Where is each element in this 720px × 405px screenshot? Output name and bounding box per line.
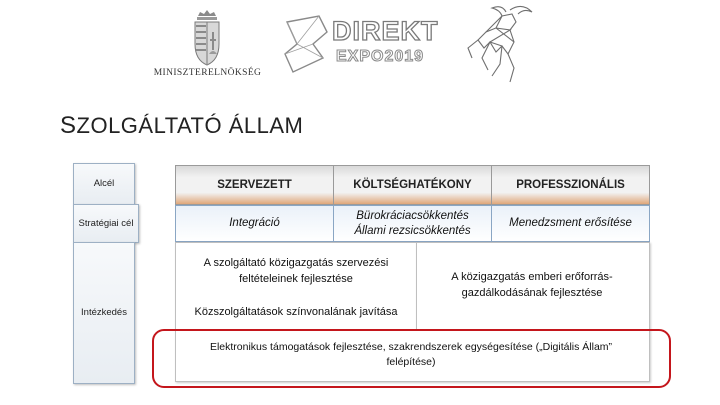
row-label-intezkedes: Intézkedés	[73, 242, 135, 384]
measure-elektronikus-line2: felépítése)	[386, 356, 436, 369]
ministry-label: MINISZTERELNÖKSÉG	[153, 68, 262, 78]
highlight-frame	[152, 329, 671, 388]
measure-kozszolgaltatasok-text: Közszolgáltatások színvonalának javítása	[194, 306, 398, 318]
goal-rezsi-text: Állami rezsicsökkentés	[354, 224, 471, 237]
measure-emberi-line2: gazdálkodásának fejlesztése	[461, 286, 603, 299]
measure-szervezesi-line1: A szolgáltató közigazgatás szervezési	[203, 257, 389, 269]
measure-szervezesi-text	[180, 256, 412, 288]
column-header-koltseghatekony: KÖLTSÉGHATÉKONY	[333, 165, 492, 205]
goal-burokracia-text: Bürokráciacsökkentés	[356, 210, 469, 223]
hungarian-coat-of-arms-icon	[190, 10, 224, 66]
column-header-szervezett: SZERVEZETT	[175, 165, 334, 205]
measure-emberi-eroforras-text	[420, 270, 644, 302]
measure-szervezesi-line2: feltételeinek fejlesztése	[239, 272, 353, 285]
measure-elektronikus-line1: Elektronikus támogatások fejlesztése, szakrendszerek egységesítése („Digitális Állam”	[209, 341, 613, 353]
goal-integracio: Integráció	[175, 205, 334, 242]
page-title-initial: S	[60, 112, 77, 139]
expo-wordmark: EXPO2019	[336, 48, 425, 65]
goal-koltseghatekony	[333, 205, 492, 242]
ibex-logo-icon	[462, 2, 540, 84]
row-label-alcel: Alcél	[73, 163, 135, 205]
direkt-wordmark: DIREKT	[332, 16, 439, 46]
column-header-professzionalis: PROFESSZIONÁLIS	[491, 165, 650, 205]
goal-menedzsment: Menedzsment erősítése	[491, 205, 650, 242]
measure-emberi-line1: A közigazgatás emberi erőforrás-	[451, 271, 613, 283]
page-title-rest: ZOLGÁLTATÓ ÁLLAM	[76, 113, 304, 138]
page-title	[60, 112, 303, 140]
row-label-strategiai-cel: Stratégiai cél	[73, 204, 139, 243]
